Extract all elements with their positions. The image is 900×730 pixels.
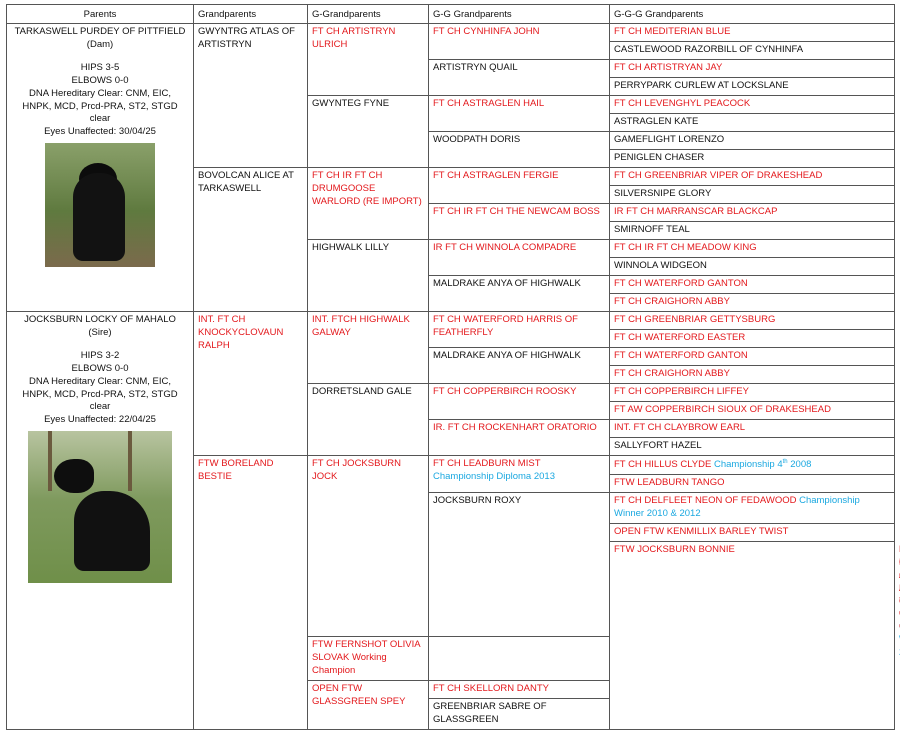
dam-name: TARKASWELL PURDEY OF PITTFIELD bbox=[14, 26, 186, 37]
sire-dna-1: DNA Hereditary Clear: CNM, EIC, bbox=[28, 375, 171, 387]
ggg-grandparent-2: CASTLEWOOD RAZORBILL OF CYNHINFA bbox=[610, 42, 895, 60]
gg-grandparent-13 bbox=[429, 456, 610, 493]
ggg-grandparent-11: IR FT CH MARRANSCAR BLACKCAP bbox=[610, 204, 895, 222]
header-ggg-grandparents: G-G-G Grandparents bbox=[610, 5, 895, 24]
ggg-grandparent-20: FT CH CRAIGHORN ABBY bbox=[610, 366, 895, 384]
ggg-grandparent-13: FT CH IR FT CH MEADOW KING bbox=[610, 240, 895, 258]
dam-dna-3: clear bbox=[89, 113, 111, 125]
g-grandparent-8: FTW JOCKSBURN BONNIE bbox=[610, 541, 895, 729]
gg-grandparent-6: FT CH IR FT CH THE NEWCAM BOSS bbox=[429, 204, 610, 240]
grandparent-4: FTW BORELAND BESTIE bbox=[194, 456, 308, 730]
g-grandparent-3: FT CH IR FT CH DRUMGOOSE WARLORD (RE IMPORT) bbox=[308, 168, 429, 240]
ggg-grandparent-32: GREENBRIAR SABRE OF GLASSGREEN bbox=[429, 698, 610, 729]
grandparent-2: BOVOLCAN ALICE AT TARKASWELL bbox=[194, 168, 308, 312]
gg-grandparent-8: MALDRAKE ANYA OF HIGHWALK bbox=[429, 276, 610, 312]
ggg-grandparent-30-award: Working Champion bbox=[312, 652, 387, 677]
sire-eyes: Eyes Unaffected: 22/04/25 bbox=[44, 414, 156, 426]
ggg-grandparent-9: FT CH GREENBRIAR VIPER OF DRAKESHEAD bbox=[610, 168, 895, 186]
sire-elbows: ELBOWS 0-0 bbox=[71, 362, 129, 374]
ggg-grandparent-27 bbox=[610, 493, 895, 524]
gg-grandparent-11: FT CH COPPERBIRCH ROOSKY bbox=[429, 384, 610, 420]
sire-role: (Sire) bbox=[88, 326, 112, 338]
g-grandparent-5: INT. FTCH HIGHWALK GALWAY bbox=[308, 312, 429, 384]
gg-grandparent-13-name: FT CH LEADBURN MIST bbox=[433, 458, 541, 469]
gg-grandparent-16: OPEN FTW GLASSGREEN SPEY bbox=[308, 680, 429, 729]
gg-grandparent-2: ARTISTRYN QUAIL bbox=[429, 60, 610, 96]
dam-hips: HIPS 3-5 bbox=[80, 61, 120, 73]
dam-eyes: Eyes Unaffected: 30/04/25 bbox=[44, 126, 156, 138]
ggg-grandparent-30-name: FTW FERNSHOT OLIVIA SLOVAK bbox=[312, 639, 421, 664]
sire-name: JOCKSBURN LOCKY OF MAHALO bbox=[24, 314, 176, 325]
sire-hips: HIPS 3-2 bbox=[80, 349, 120, 361]
ggg-grandparent-7: GAMEFLIGHT LORENZO bbox=[610, 132, 895, 150]
ggg-grandparent-5: FT CH LEVENGHYL PEACOCK bbox=[610, 96, 895, 114]
header-parents: Parents bbox=[7, 5, 194, 24]
header-gg-grandparents: G-G Grandparents bbox=[429, 5, 610, 24]
ggg-grandparent-26: FTW LEADBURN TANGO bbox=[610, 475, 895, 493]
ggg-grandparent-3: FT CH ARTISTRYAN JAY bbox=[610, 60, 895, 78]
ggg-grandparent-17: FT CH GREENBRIAR GETTYSBURG bbox=[610, 312, 895, 330]
ggg-grandparent-27-name: FT CH DELFLEET NEON OF FEDAWOOD bbox=[614, 495, 797, 507]
ggg-grandparent-12: SMIRNOFF TEAL bbox=[610, 222, 895, 240]
header-g-grandparents: G-Grandparents bbox=[308, 5, 429, 24]
ggg-grandparent-28: OPEN FTW KENMILLIX BARLEY TWIST bbox=[610, 523, 895, 541]
ggg-grandparent-24: SALLYFORT HAZEL bbox=[610, 438, 895, 456]
gg-grandparent-4: WOODPATH DORIS bbox=[429, 132, 610, 168]
ggg-grandparent-6: ASTRAGLEN KATE bbox=[610, 114, 895, 132]
gg-grandparent-7: IR FT CH WINNOLA COMPADRE bbox=[429, 240, 610, 276]
ggg-grandparent-4: PERRYPARK CURLEW AT LOCKSLANE bbox=[610, 78, 895, 96]
dam-elbows: ELBOWS 0-0 bbox=[71, 74, 129, 86]
g-grandparent-4: HIGHWALK LILLY bbox=[308, 240, 429, 312]
ggg-grandparent-15: FT CH WATERFORD GANTON bbox=[610, 276, 895, 294]
gg-grandparent-10: MALDRAKE ANYA OF HIGHWALK bbox=[429, 348, 610, 384]
g-grandparent-7: FT CH JOCKSBURN JOCK bbox=[308, 456, 429, 637]
grandparent-1: GWYNTRG ATLAS OF ARTISTRYN bbox=[194, 24, 308, 168]
sire-dna-2: HNPK, MCD, Prcd-PRA, ST2, STGD bbox=[22, 388, 178, 400]
g-grandparent-6: DORRETSLAND GALE bbox=[308, 384, 429, 456]
ggg-grandparent-10: SILVERSNIPE GLORY bbox=[610, 186, 895, 204]
ggg-grandparent-30 bbox=[308, 637, 429, 681]
ggg-grandparent-31: FT CH SKELLORN DANTY bbox=[429, 680, 610, 698]
grandparent-3: INT. FT CH KNOCKYCLOVAUN RALPH bbox=[194, 312, 308, 456]
gg-grandparent-9: FT CH WATERFORD HARRIS OF FEATHERFLY bbox=[429, 312, 610, 348]
gg-grandparent-14: JOCKSBURN ROXY bbox=[429, 493, 610, 637]
sire-photo bbox=[28, 431, 172, 583]
header-grandparents: Grandparents bbox=[194, 5, 308, 24]
ggg-grandparent-22: FT AW COPPERBIRCH SIOUX OF DRAKESHEAD bbox=[610, 402, 895, 420]
ggg-grandparent-27-award: Championship Winner 2010 & 2012 bbox=[614, 495, 860, 519]
gg-grandparent-5: FT CH ASTRAGLEN FERGIE bbox=[429, 168, 610, 204]
ggg-grandparent-21: FT CH COPPERBIRCH LIFFEY bbox=[610, 384, 895, 402]
g-grandparent-2: GWYNTEG FYNE bbox=[308, 96, 429, 168]
dam-dna-2: HNPK, MCD, Prcd-PRA, ST2, STGD bbox=[22, 100, 178, 112]
gg-grandparent-12: IR. FT CH ROCKENHART ORATORIO bbox=[429, 420, 610, 456]
ggg-grandparent-18: FT CH WATERFORD EASTER bbox=[610, 330, 895, 348]
gg-grandparent-13-award: Championship Diploma 2013 bbox=[433, 470, 555, 482]
sire-cell bbox=[7, 312, 194, 730]
ggg-grandparent-1: FT CH MEDITERIAN BLUE bbox=[610, 24, 895, 42]
dam-role: (Dam) bbox=[86, 38, 114, 50]
ggg-grandparent-23: INT. FT CH CLAYBROW EARL bbox=[610, 420, 895, 438]
dam-photo bbox=[45, 143, 155, 267]
pedigree-table bbox=[6, 4, 895, 730]
dam-dna-1: DNA Hereditary Clear: CNM, EIC, bbox=[28, 87, 171, 99]
sire-dna-3: clear bbox=[89, 401, 111, 413]
ggg-grandparent-25-award: Championship 4th 2008 bbox=[713, 459, 812, 471]
gg-grandparent-3: FT CH ASTRAGLEN HAIL bbox=[429, 96, 610, 132]
dam-cell bbox=[7, 24, 194, 312]
ggg-grandparent-8: PENIGLEN CHASER bbox=[610, 150, 895, 168]
ggg-grandparent-14: WINNOLA WIDGEON bbox=[610, 258, 895, 276]
ggg-grandparent-25-name: FT CH HILLUS CLYDE bbox=[614, 459, 712, 471]
header-row bbox=[7, 5, 895, 24]
ggg-grandparent-19: FT CH WATERFORD GANTON bbox=[610, 348, 895, 366]
g-grandparent-1: FT CH ARTISTRYN ULRICH bbox=[308, 24, 429, 96]
ggg-grandparent-16: FT CH CRAIGHORN ABBY bbox=[610, 294, 895, 312]
ggg-grandparent-25 bbox=[610, 456, 895, 475]
gg-grandparent-1: FT CH CYNHINFA JOHN bbox=[429, 24, 610, 60]
